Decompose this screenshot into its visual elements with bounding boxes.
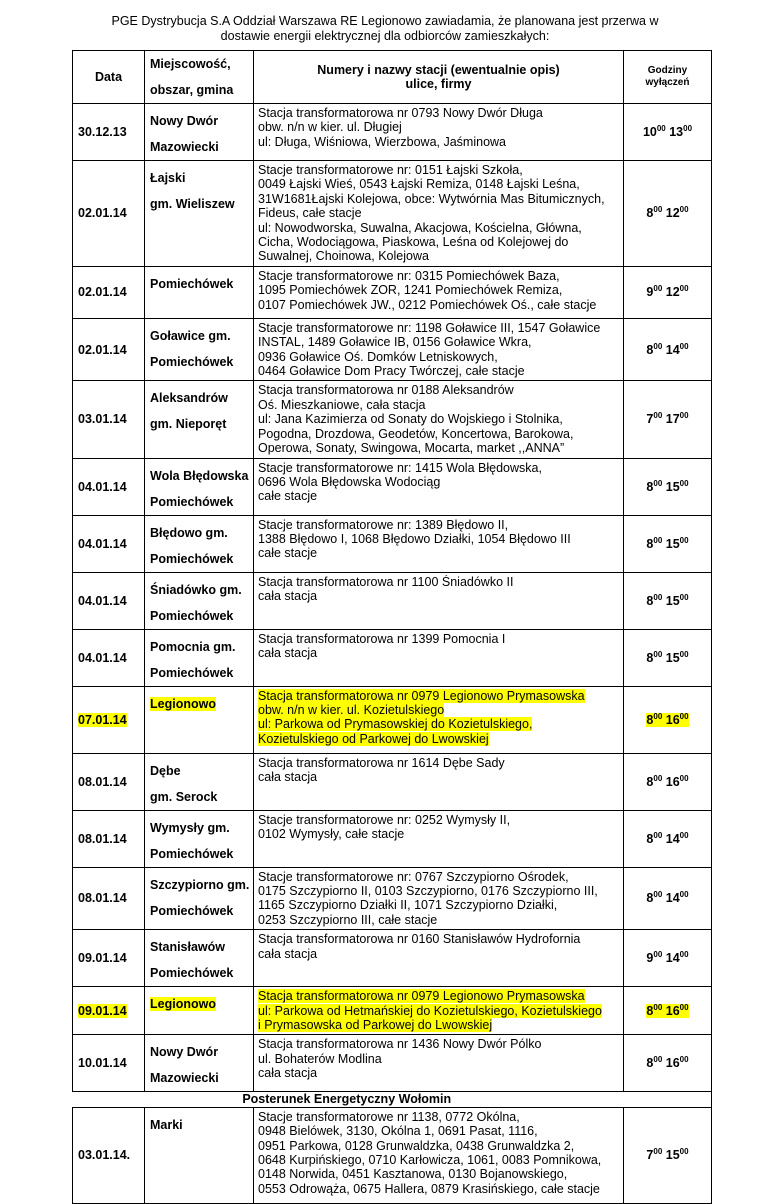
row-hours: [624, 515, 712, 572]
row-station-line: 0648 Kurpińskiego, 0710 Karłowicza, 1061, 0083 Pomnikowa,: [258, 1152, 602, 1167]
row-location: [145, 572, 254, 629]
row-station-line: obw. n/n w kier. ul. Długiej: [258, 120, 402, 135]
row-location-line: Pomiechówek: [150, 354, 234, 369]
table-row: [73, 381, 712, 458]
hour-to: 15: [665, 536, 680, 551]
hour-to-minutes: 00: [679, 830, 689, 840]
row-hours: [624, 318, 712, 381]
row-stations: [254, 629, 624, 686]
row-stations: [254, 572, 624, 629]
row-location: [145, 810, 254, 867]
row-hours: [624, 753, 712, 810]
hour-to-minutes: 00: [679, 592, 689, 602]
row-station-line: Stacja transformatorowa nr 0979 Legionowo Prymasowska: [258, 989, 585, 1004]
table-row: [73, 458, 712, 515]
hour-from-minutes: 00: [653, 830, 663, 840]
hour-from-minutes: 00: [653, 592, 663, 602]
row-hours: [624, 930, 712, 987]
row-date-text: 07.01.14: [78, 712, 127, 727]
hour-from-minutes: 00: [653, 950, 663, 960]
hour-from: 9: [646, 285, 654, 300]
hour-from: 8: [646, 712, 654, 727]
row-station-line: ul: Parkowa od Hetmańskiej do Kozietulskiego, Kozietulskiego: [258, 1003, 602, 1018]
hour-to-minutes: 00: [679, 411, 689, 421]
row-station-line: Fideus, całe stacje: [258, 206, 362, 221]
header-hours-line-1: Godziny: [647, 65, 688, 76]
row-location: [145, 753, 254, 810]
hour-from: 8: [646, 206, 654, 221]
row-location-line: Wymysły gm.: [150, 820, 230, 835]
row-date: [73, 515, 145, 572]
row-hours-range: [646, 775, 688, 789]
row-date: 03.01.14.: [73, 1107, 145, 1203]
table-row: [73, 930, 712, 987]
row-station-line: Stacja transformatorowa nr 0793 Nowy Dwór Długa: [258, 106, 543, 120]
row-hours-range: [646, 594, 688, 608]
header-stations: [254, 51, 624, 104]
row-hours: [624, 266, 712, 318]
hour-to: 15: [665, 593, 680, 608]
hour-to: 14: [665, 891, 680, 906]
intro-notice: [60, 14, 710, 44]
row-station-line: Stacje transformatorowe nr: 1198 Goławice III, 1547 Goławice: [258, 320, 601, 335]
row-station-line: cała stacja: [258, 1066, 318, 1081]
row-hours-range: [646, 1004, 688, 1018]
row-station-line: cała stacja: [258, 645, 318, 660]
row-station-line: 0936 Goławice Oś. Domków Letniskowych,: [258, 349, 498, 364]
row-date: [73, 381, 145, 458]
row-location-line: Stanisławów: [150, 940, 226, 955]
row-date-text: 30.12.13: [78, 125, 127, 139]
row-hours: [624, 867, 712, 930]
row-hours: [624, 161, 712, 267]
header-hours-line-2: wyłączeń: [645, 77, 690, 88]
row-station-line: 0553 Odrowąża, 0675 Hallera, 0879 Krasińskiego, całe stacje: [258, 1181, 600, 1196]
row-station-line: 0107 Pomiechówek JW., 0212 Pomiechówek Oś., całe stacje: [258, 297, 597, 312]
row-station-line: 0464 Goławice Dom Pracy Twórczej, całe stacje: [258, 364, 525, 379]
row-location: [145, 686, 254, 753]
table-row: [73, 753, 712, 810]
row-date-text: 02.01.14: [78, 285, 127, 300]
row-stations: [254, 515, 624, 572]
header-location-line-2: obszar, gmina: [150, 83, 234, 97]
hour-to: 14: [665, 831, 680, 846]
row-station-line: ul. Bohaterów Modlina: [258, 1051, 382, 1066]
hour-to: 15: [665, 1148, 680, 1163]
hour-to: 12: [665, 206, 680, 221]
hour-from: 8: [646, 593, 654, 608]
table-row: [73, 1035, 712, 1092]
row-location: [145, 381, 254, 458]
row-hours: [624, 572, 712, 629]
row-station-line: Cicha, Wodociągowa, Piaskowa, Leśna od Kolejowej do: [258, 235, 569, 250]
row-hours: [624, 629, 712, 686]
row-location-line: Szczypiorno gm.: [150, 877, 250, 892]
row-station-line: 0148 Norwida, 0451 Kasztanowa, 0130 Bojanowskiego,: [258, 1167, 568, 1182]
row-station-line: 0253 Szczypiorno III, całe stacje: [258, 912, 438, 927]
row-stations: [254, 381, 624, 458]
hour-to-minutes: 00: [683, 124, 693, 133]
row-station-line: Stacja transformatorowa nr 0188 Aleksandrów: [258, 383, 514, 398]
header-stations-line-1: Numery i nazwy stacji (ewentualnie opis): [317, 62, 560, 77]
hour-from: 8: [646, 1003, 654, 1018]
row-location-line: gm. Nieporęt: [150, 417, 227, 432]
row-location-line: Nowy Dwór: [150, 1045, 219, 1060]
row-stations: [254, 867, 624, 930]
row-location-line: Pomocnia gm.: [150, 639, 236, 654]
row-location-line: Błędowo gm.: [150, 525, 228, 540]
row-station-line: Stacje transformatorowe nr: 0767 Szczypiorno Ośrodek,: [258, 869, 569, 884]
row-hours: [624, 381, 712, 458]
row-location-line: Pomiechówek: [150, 551, 234, 566]
hour-from-minutes: 00: [653, 535, 663, 545]
row-stations: [254, 1035, 624, 1092]
row-date: [73, 572, 145, 629]
row-station-line: Stacja transformatorowa nr 0979 Legionowo Prymasowska: [258, 688, 585, 703]
table-row: [73, 1107, 712, 1203]
row-location-line: Pomiechówek: [150, 846, 234, 861]
row-location: [145, 1107, 254, 1203]
row-date-text: 08.01.14: [78, 831, 127, 846]
hour-from-minutes: 00: [653, 1055, 663, 1065]
hour-from: 8: [646, 650, 654, 665]
row-station-line: ul: Długa, Wiśniowa, Wierzbowa, Jaśminowa: [258, 134, 507, 149]
row-date: [73, 458, 145, 515]
hour-to-minutes: 00: [679, 1055, 689, 1065]
row-location-line: Aleksandrów: [150, 391, 228, 406]
row-date-text: 02.01.14: [78, 342, 127, 357]
hour-to-minutes: 00: [679, 1002, 689, 1012]
hour-from: 8: [646, 536, 654, 551]
table-row: [73, 104, 712, 161]
table-row: [73, 867, 712, 930]
row-location-line: Pomiechówek: [150, 608, 234, 623]
row-date-text: 08.01.14: [78, 774, 127, 789]
row-station-line: Pogodna, Drozdowa, Geodetów, Koncertowa, Barokowa,: [258, 426, 574, 441]
row-station-line: Stacja transformatorowa nr 1100 Śniadówko II: [258, 574, 514, 589]
row-station-line: Stacja transformatorowa nr 1399 Pomocnia I: [258, 631, 506, 646]
hour-to: 15: [665, 650, 680, 665]
header-location-line-1: Miejscowość,: [150, 57, 231, 71]
hour-from-minutes: 00: [653, 284, 663, 294]
hour-from: 8: [646, 774, 654, 789]
row-stations: [254, 266, 624, 318]
row-station-line: cała stacja: [258, 769, 318, 784]
row-date: [73, 810, 145, 867]
row-hours-range: [646, 832, 688, 846]
row-stations: [254, 810, 624, 867]
hour-to-minutes: 00: [679, 535, 689, 545]
row-date-text: 04.01.14: [78, 479, 127, 494]
intro-line-2: dostawie energii elektrycznej dla odbiorców zamieszkałych:: [220, 29, 550, 43]
hour-to: 16: [665, 774, 680, 789]
row-location-line: Mazowiecki: [150, 140, 219, 154]
row-date: [73, 161, 145, 267]
row-date-text: 09.01.14: [78, 1003, 127, 1018]
table-row: [73, 810, 712, 867]
row-stations: [254, 930, 624, 987]
row-station-line: ul: Nowodworska, Suwalna, Akacjowa, Kościelna, Główna,: [258, 220, 582, 235]
row-location: [145, 318, 254, 381]
row-hours-range: [646, 713, 688, 727]
row-date-text: 03.01.14: [78, 412, 127, 427]
row-location-line: Mazowiecki: [150, 1071, 219, 1086]
hour-from-minutes: 00: [653, 205, 663, 215]
row-station-line: Stacje transformatorowe nr: 0315 Pomiechówek Baza,: [258, 268, 560, 283]
row-stations: [254, 104, 624, 161]
row-hours: [624, 810, 712, 867]
row-hours-range: [646, 651, 688, 665]
row-location: [145, 515, 254, 572]
row-station-line: ul: Jana Kazimierza od Sonaty do Wojskiego i Stolnika,: [258, 412, 563, 427]
hour-to-minutes: 00: [679, 478, 689, 488]
hour-to: 14: [665, 951, 680, 966]
row-location-line: Pomiechówek: [150, 494, 234, 509]
hour-to-minutes: 00: [679, 773, 689, 783]
row-station-line: 1388 Błędowo I, 1068 Błędowo Działki, 1054 Błędowo III: [258, 531, 571, 546]
row-date-text: 09.01.14: [78, 951, 127, 966]
row-station-line: Stacja transformatorowa nr 1436 Nowy Dwór Pólko: [258, 1037, 542, 1052]
hour-from-minutes: 00: [653, 1147, 663, 1157]
row-station-line: 0951 Parkowa, 0128 Grunwaldzka, 0438 Grunwaldzka 2,: [258, 1138, 575, 1153]
row-station-line: Suwalnej, Choinowa, Kolejowa: [258, 249, 429, 264]
row-location-line: Wola Błędowska: [150, 468, 249, 483]
row-station-line: Stacje transformatorowe nr: 1415 Wola Błędowska,: [258, 460, 542, 475]
outage-table: [72, 50, 712, 1204]
row-hours-range: [646, 343, 688, 357]
row-stations: [254, 686, 624, 753]
section-title: Posterunek Energetyczny Wołomin: [242, 1092, 452, 1107]
row-date: [73, 867, 145, 930]
row-location-line: Śniadówko gm.: [150, 582, 242, 597]
hour-from-minutes: 00: [656, 124, 666, 133]
hour-to-minutes: 00: [679, 284, 689, 294]
table-row: [73, 572, 712, 629]
row-hours-range: [646, 1056, 688, 1070]
row-location-line: Pomiechówek: [150, 665, 234, 680]
row-station-line: Operowa, Sonaty, Swingowa, Mocarta, market ,,ANNA”: [258, 441, 565, 456]
hour-from-minutes: 00: [653, 711, 663, 721]
section-title-row: [73, 1092, 712, 1107]
intro-line-1: PGE Dystrybucja S.A Oddział Warszawa RE Legionowo zawiadamia, że planowana jest przerwa w: [111, 14, 659, 28]
hour-to-minutes: 00: [679, 205, 689, 215]
row-date: [73, 686, 145, 753]
hour-from: 7: [646, 412, 654, 427]
hour-to-minutes: 00: [679, 649, 689, 659]
row-hours: [624, 686, 712, 753]
row-hours: [624, 458, 712, 515]
row-station-line: ul: Parkowa od Prymasowskiej do Kozietulskiego,: [258, 717, 533, 732]
row-date-text: 02.01.14: [78, 206, 127, 221]
row-station-line: 0175 Szczypiorno II, 0103 Szczypiorno, 0176 Szczypiorno III,: [258, 883, 598, 898]
table-row: [73, 318, 712, 381]
hour-to: 12: [665, 285, 680, 300]
hour-from: 8: [646, 342, 654, 357]
row-location-line: Legionowo: [150, 696, 216, 711]
row-station-line: cała stacja: [258, 946, 318, 961]
hour-from-minutes: 00: [653, 341, 663, 351]
row-hours: [624, 1035, 712, 1092]
row-date-text: 04.01.14: [78, 593, 127, 608]
row-location-line: Legionowo: [150, 997, 216, 1012]
row-stations: [254, 753, 624, 810]
hour-from-minutes: 00: [653, 773, 663, 783]
row-stations: [254, 318, 624, 381]
table-row: [73, 629, 712, 686]
row-stations: [254, 1107, 624, 1203]
hour-from: 10: [642, 125, 657, 139]
hour-from: 8: [646, 891, 654, 906]
row-location: [145, 161, 254, 267]
row-location-line: gm. Wieliszew: [150, 197, 235, 211]
hour-to: 16: [665, 1056, 680, 1071]
row-hours-range: [643, 125, 692, 139]
row-date-text: 04.01.14: [78, 536, 127, 551]
row-location-line: Łajski: [150, 171, 186, 185]
row-location-line: Pomiechówek: [150, 276, 234, 291]
row-date-text: 10.01.14: [78, 1056, 127, 1071]
row-location-line: Dębe: [150, 763, 181, 778]
hour-from: 8: [646, 1056, 654, 1071]
row-location-line: Nowy Dwór: [150, 114, 219, 128]
hour-to-minutes: 00: [679, 1147, 689, 1157]
row-station-line: cała stacja: [258, 588, 318, 603]
row-location-line: Goławice gm.: [150, 328, 231, 343]
row-stations: [254, 161, 624, 267]
hour-from: 9: [646, 951, 654, 966]
hour-to: 16: [665, 1003, 680, 1018]
row-hours: [624, 1107, 712, 1203]
hour-from: 8: [646, 479, 654, 494]
row-station-line: Oś. Mieszkaniowe, cała stacja: [258, 397, 426, 412]
row-location-line: gm. Serock: [150, 789, 218, 804]
row-station-line: 1165 Szczypiorno Działki II, 1071 Szczypiorno Działki,: [258, 898, 558, 913]
row-date: [73, 266, 145, 318]
table-row: [73, 686, 712, 753]
row-station-line: obw. n/n w kier. ul. Kozietulskiego: [258, 702, 445, 717]
row-location-line: Pomiechówek: [150, 903, 234, 918]
hour-from-minutes: 00: [653, 890, 663, 900]
row-location: [145, 458, 254, 515]
row-hours-range: [646, 891, 688, 905]
row-station-line: całe stacje: [258, 546, 318, 561]
row-station-line: 0049 Łajski Wieś, 0543 Łajski Remiza, 0148 Łajski Leśna,: [258, 177, 580, 192]
row-date: [73, 930, 145, 987]
row-location: [145, 629, 254, 686]
row-station-line: Stacje transformatorowe nr: 1389 Błędowo II,: [258, 517, 509, 532]
row-station-line: 0102 Wymysły, całe stacje: [258, 826, 405, 841]
table-row: [73, 515, 712, 572]
hour-to: 14: [665, 342, 680, 357]
row-hours-range: [646, 285, 688, 299]
hour-from-minutes: 00: [653, 478, 663, 488]
hour-from-minutes: 00: [653, 1002, 663, 1012]
row-station-line: Stacje transformatorowe nr: 0151 Łajski Szkoła,: [258, 163, 523, 177]
hour-to: 17: [665, 412, 680, 427]
row-stations: [254, 458, 624, 515]
header-hours: [624, 51, 712, 104]
row-date: [73, 318, 145, 381]
row-station-line: INSTAL, 1489 Goławice IB, 0156 Goławice Wkra,: [258, 335, 532, 350]
header-location: [145, 51, 254, 104]
hour-to: 15: [665, 479, 680, 494]
row-date-text: 04.01.14: [78, 650, 127, 665]
table-row: [73, 161, 712, 267]
hour-to: 13: [669, 125, 684, 139]
hour-to-minutes: 00: [679, 950, 689, 960]
row-hours-range: [646, 537, 688, 551]
row-date: [73, 629, 145, 686]
row-location: [145, 930, 254, 987]
row-station-line: 0696 Wola Błędowska Wodociąg: [258, 474, 441, 489]
row-hours-range: [646, 206, 688, 220]
table-body: [73, 104, 712, 1204]
row-hours-range: [646, 412, 688, 426]
table-row: [73, 266, 712, 318]
row-location: [145, 104, 254, 161]
table-header-row: [73, 51, 712, 104]
hour-to-minutes: 00: [679, 341, 689, 351]
row-location: [145, 1035, 254, 1092]
row-station-line: 1095 Pomiechówek ZOR, 1241 Pomiechówek Remiza,: [258, 283, 563, 298]
row-station-line: 31W1681Łajski Kolejowa, obce: Wytwórnia Mas Bitumicznych,: [258, 191, 605, 206]
row-station-line: 0948 Bielówek, 3130, Okólna 1, 0691 Pasat, 1116,: [258, 1124, 538, 1139]
row-location: [145, 867, 254, 930]
hour-from-minutes: 00: [653, 649, 663, 659]
row-station-line: całe stacje: [258, 489, 318, 504]
header-stations-line-2: ulice, firmy: [405, 77, 472, 91]
hour-from: 7: [646, 1148, 654, 1163]
row-date: [73, 1035, 145, 1092]
row-hours-range: [646, 480, 688, 494]
hour-from: 8: [646, 831, 654, 846]
row-station-line: Stacje transformatorowe nr 1138, 0772 Okólna,: [258, 1109, 520, 1124]
row-location-line: Pomiechówek: [150, 966, 234, 981]
hour-to-minutes: 00: [679, 890, 689, 900]
row-date: [73, 104, 145, 161]
row-date: [73, 753, 145, 810]
row-station-line: Stacja transformatorowa nr 1614 Dębe Sady: [258, 755, 505, 770]
row-station-line: Kozietulskiego od Parkowej do Lwowskiej: [258, 731, 489, 746]
hour-to-minutes: 00: [679, 711, 689, 721]
row-station-line: Stacje transformatorowe nr: 0252 Wymysły II,: [258, 812, 511, 827]
header-date: Data: [73, 51, 145, 104]
row-hours: [624, 104, 712, 161]
row-station-line: Stacja transformatorowa nr 0160 Stanisławów Hydrofornia: [258, 932, 581, 947]
row-location-line: Marki: [150, 1117, 183, 1132]
row-location: [145, 266, 254, 318]
hour-from-minutes: 00: [653, 411, 663, 421]
row-station-line: i Prymasowska od Parkowej do Lwowskiej: [258, 1017, 493, 1032]
row-date-text: 08.01.14: [78, 891, 127, 906]
hour-to: 16: [665, 712, 680, 727]
row-hours-range: [646, 951, 688, 965]
